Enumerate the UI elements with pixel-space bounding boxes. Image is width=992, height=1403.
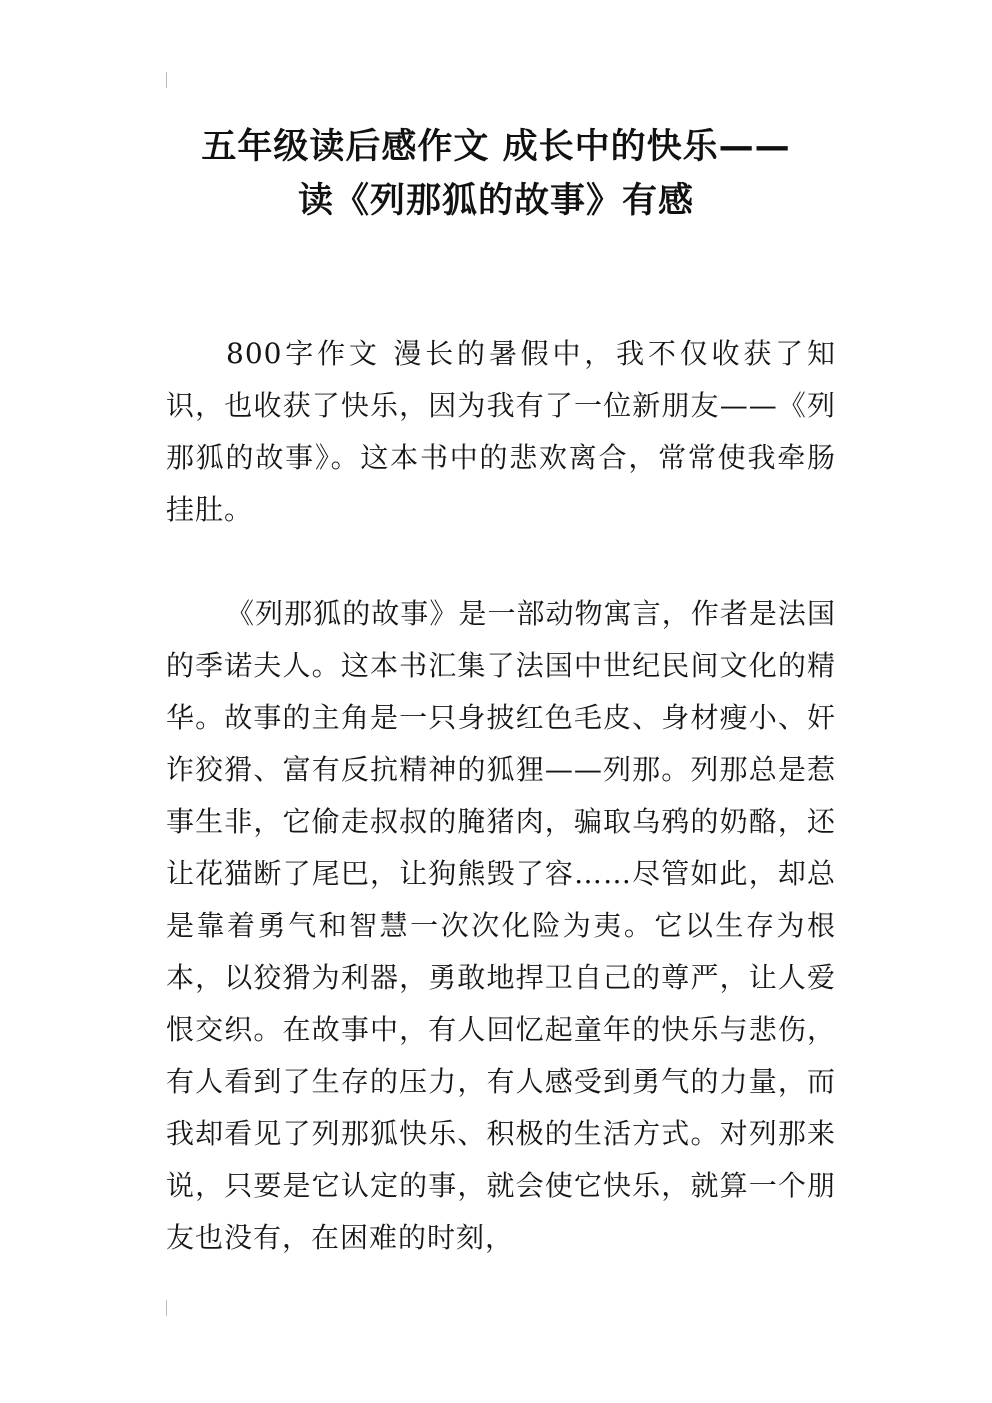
top-margin-mark (166, 72, 167, 88)
document-title (120, 120, 872, 228)
document-body (166, 328, 836, 1264)
bottom-margin-mark (166, 1300, 167, 1316)
title-line-2: 读《列那狐的故事》有感 (297, 181, 694, 221)
paragraph-2: 《列那狐的故事》是一部动物寓言，作者是法国的季诺夫人。这本书汇集了法国中世纪民间文化的精华。故事的主角是一只身披红色毛皮、身材瘦小、奸诈狡猾、富有反抗精神的狐狸——列那。列那总是惹事生非，它偷走叔叔的腌猪肉，骗取乌鸦的奶酪，还让花猫断了尾巴，让狗熊毁了容……尽管如此，却总是靠着勇气和智慧一次次化险为夷。它以生存为根本，以狡猾为利器，勇敢地捍卫自己的尊严，让人爱恨交织。在故事中，有人回忆起童年的快乐与悲伤，有人看到了生存的压力，有人感受到勇气的力量，而我却看见了列那狐快乐、积极的生活方式。对列那来说，只要是它认定的事，就会使它快乐，就算一个朋友也没有，在困难的时刻， (166, 597, 836, 1254)
title-line-1: 五年级读后感作文 成长中的快乐—— (201, 127, 791, 167)
paragraph-1: 800字作文 漫长的暑假中，我不仅收获了知识，也收获了快乐，因为我有了一位新朋友——《列那狐的故事》。这本书中的悲欢离合，常常使我牵肠挂肚。 (166, 337, 836, 526)
